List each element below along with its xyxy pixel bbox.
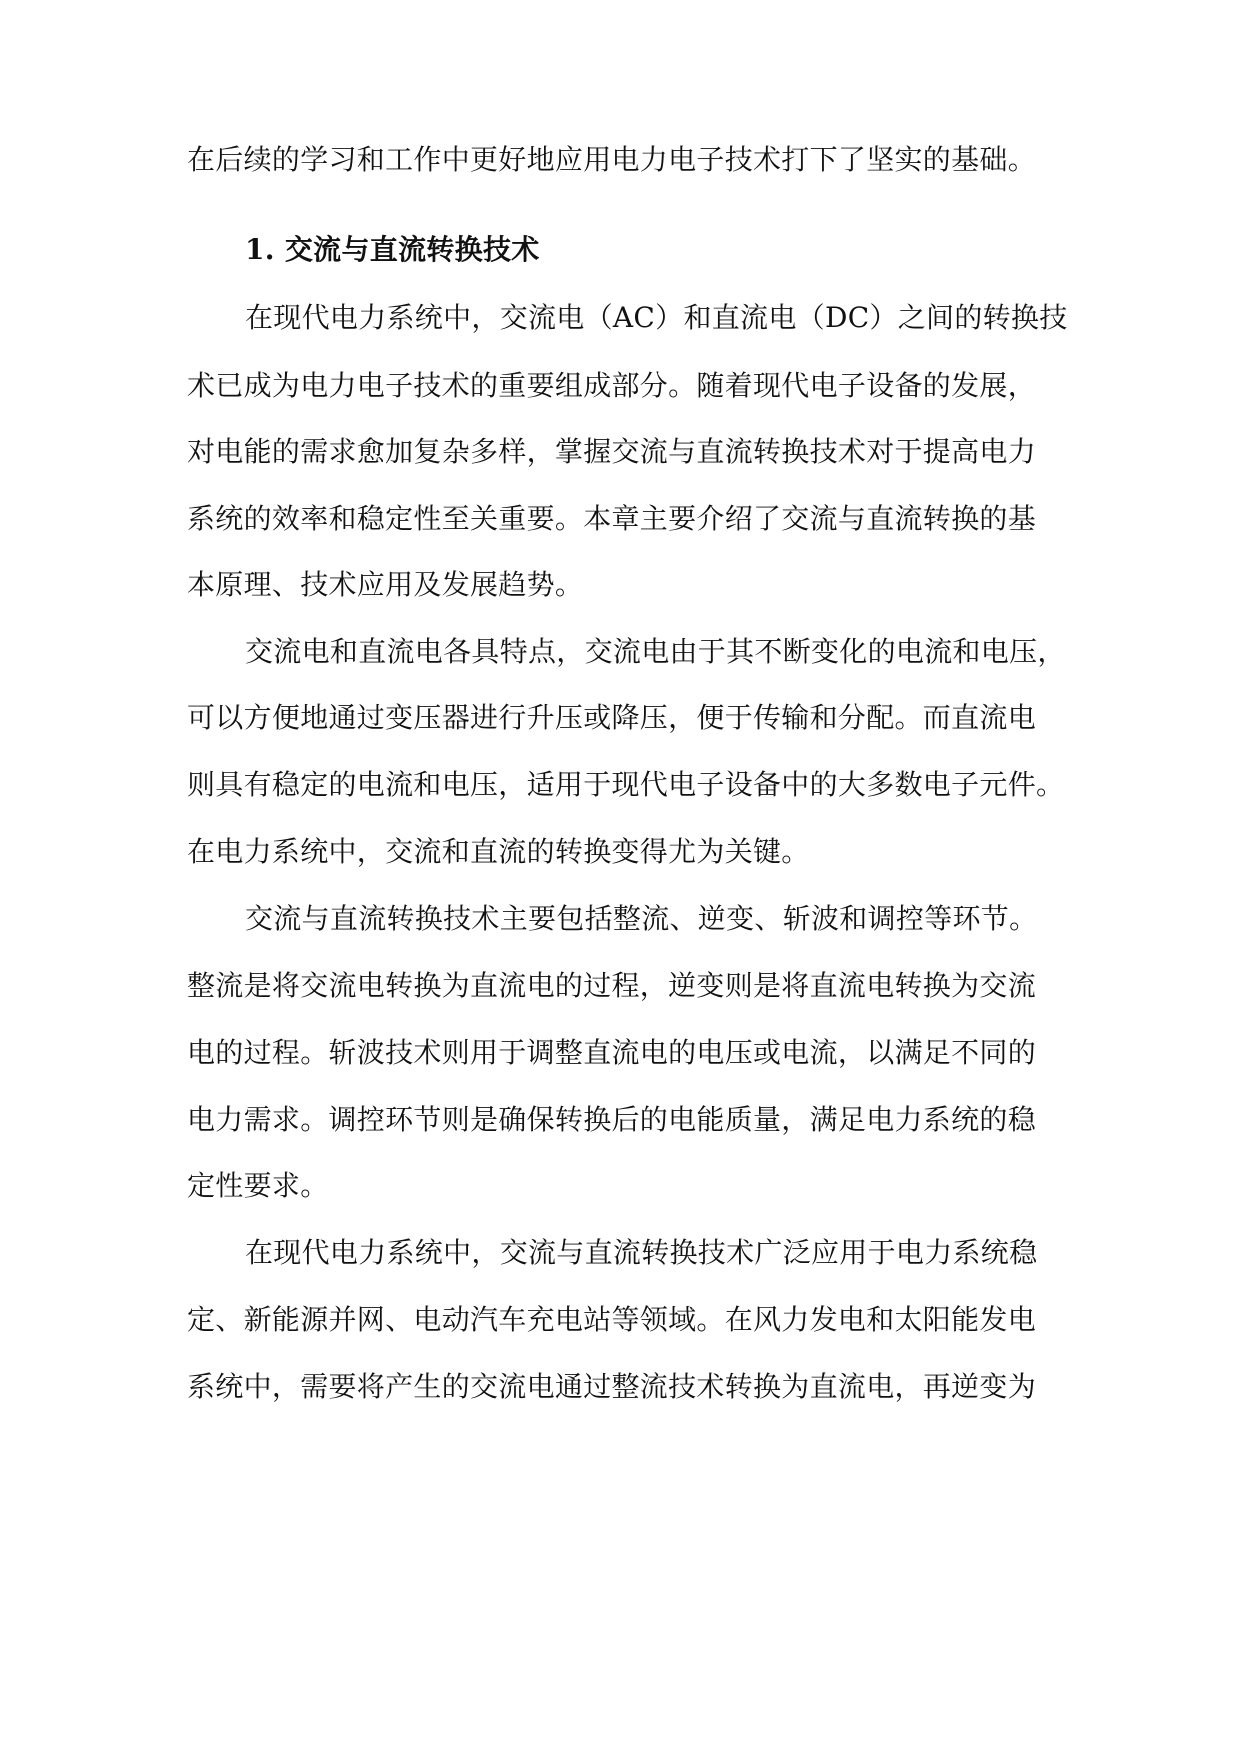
text-line: 可以方便地通过变压器进行升压或降压，便于传输和分配。而直流电	[187, 701, 1037, 734]
text-line: 系统中，需要将产生的交流电通过整流技术转换为直流电，再逆变为	[187, 1370, 1037, 1403]
text-line: 整流是将交流电转换为直流电的过程，逆变则是将直流电转换为交流	[187, 969, 1037, 1002]
text-line: 本原理、技术应用及发展趋势。	[187, 568, 584, 601]
text-line: 定、新能源并网、电动汽车充电站等领域。在风力发电和太阳能发电	[187, 1303, 1037, 1336]
section-heading: 1. 交流与直流转换技术	[245, 233, 540, 266]
text-line: 则具有稳定的电流和电压，适用于现代电子设备中的大多数电子元件。	[187, 768, 1065, 801]
text-line: 在现代电力系统中，交流与直流转换技术广泛应用于电力系统稳	[245, 1236, 1038, 1269]
text-line: 对电能的需求愈加复杂多样，掌握交流与直流转换技术对于提高电力	[187, 435, 1037, 468]
text-line: 在电力系统中，交流和直流的转换变得尤为关键。	[187, 835, 810, 868]
text-line: 交流电和直流电各具特点，交流电由于其不断变化的电流和电压，	[245, 635, 1066, 668]
text-line: 系统的效率和稳定性至关重要。本章主要介绍了交流与直流转换的基	[187, 502, 1037, 535]
text-line: 定性要求。	[187, 1169, 329, 1202]
text-line: 电的过程。斩波技术则用于调整直流电的电压或电流，以满足不同的	[187, 1036, 1037, 1069]
text-line: 在后续的学习和工作中更好地应用电力电子技术打下了坚实的基础。	[187, 143, 1037, 176]
text-line: 在现代电力系统中，交流电（AC）和直流电（DC）之间的转换技	[245, 301, 1068, 334]
text-line: 术已成为电力电子技术的重要组成部分。随着现代电子设备的发展，	[187, 369, 1037, 402]
text-line: 交流与直流转换技术主要包括整流、逆变、斩波和调控等环节。	[245, 902, 1038, 935]
text-line: 电力需求。调控环节则是确保转换后的电能质量，满足电力系统的稳	[187, 1103, 1037, 1136]
